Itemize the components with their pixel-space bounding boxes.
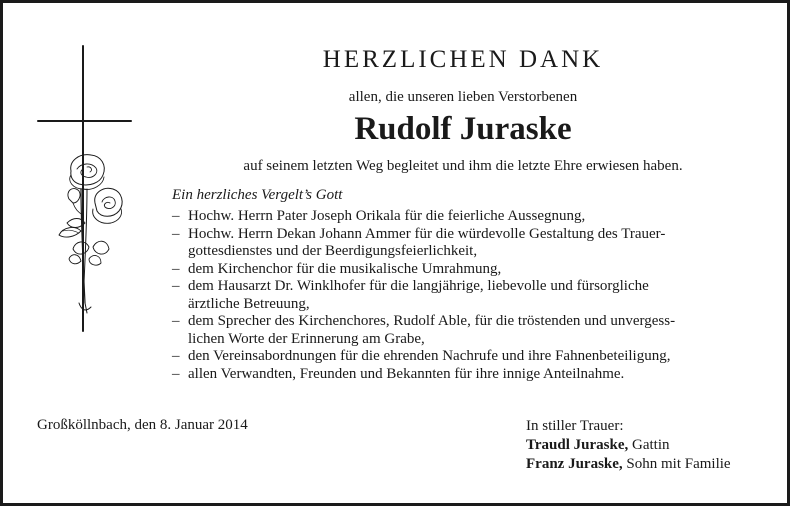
list-item-text: dem Sprecher des Kirchenchores, Rudolf Able, für die tröstenden und unvergess-: [188, 313, 676, 329]
list-item-text: dem Hausarzt Dr. Winklhofer für die langjährige, liebevolle und fürsorgliche: [188, 278, 649, 294]
cross-with-roses-icon: [3, 3, 163, 333]
intro-line: allen, die unseren lieben Verstorbenen: [348, 89, 578, 105]
intro-line-2: auf seinem letzten Weg begleitet und ihm die letzte Ehre erwiesen haben.: [243, 158, 683, 174]
deceased-name: Rudolf Juraske: [354, 111, 572, 147]
dash-bullet: –: [172, 225, 180, 242]
dash-bullet: –: [172, 348, 180, 364]
list-item: [172, 348, 762, 366]
list-item-text: Hochw. Herrn Dekan Johann Ammer für die würdevolle Gestaltung des Trauer-: [188, 225, 666, 242]
list-item: [172, 313, 762, 348]
mourner-row: [526, 455, 731, 474]
list-item-text-cont: lichen Worte der Erinnerung am Grabe,: [188, 330, 425, 347]
dash-bullet: –: [172, 365, 180, 382]
thanks-intro: Ein herzliches Vergelt’s Gott: [172, 187, 343, 203]
list-item-text-cont: gottesdienstes und der Beerdigungsfeierlichkeit,: [188, 243, 478, 259]
mourner-name: Traudl Juraske,: [526, 437, 629, 453]
mourner-relation: Gattin: [628, 437, 670, 453]
list-item-text: allen Verwandten, Freunden und Bekannten für ihre innige Anteilnahme.: [188, 365, 625, 382]
list-item: [172, 366, 762, 384]
mourner-relation: Sohn mit Familie: [622, 456, 731, 472]
list-item-text: den Vereinsabordnungen für die ehrenden Nachrufe und ihre Fahnenbeteiligung,: [188, 348, 671, 364]
place-and-date: Großköllnbach, den 8. Januar 2014: [37, 417, 248, 433]
list-item: [172, 208, 762, 226]
dash-bullet: –: [172, 278, 180, 294]
dash-bullet: –: [172, 208, 180, 224]
mourners-block: [526, 417, 731, 474]
list-item: [172, 278, 762, 313]
mourning-label: In stiller Trauer:: [526, 418, 624, 434]
list-item-text-cont: ärztliche Betreuung,: [188, 295, 310, 312]
mourner-row: [526, 436, 731, 455]
dash-bullet: –: [172, 260, 180, 277]
list-item: [172, 261, 762, 279]
obituary-thank-you-card: [3, 3, 787, 503]
dash-bullet: –: [172, 313, 180, 329]
list-item-text: Hochw. Herrn Pater Joseph Orikala für die feierliche Aussegnung,: [188, 208, 586, 224]
thanks-list: [172, 208, 762, 383]
page-title: HERZLICHEN DANK: [322, 46, 604, 73]
list-item-text: dem Kirchenchor für die musikalische Umrahmung,: [188, 260, 502, 277]
mourner-name: Franz Juraske,: [526, 456, 623, 472]
list-item: [172, 226, 762, 261]
